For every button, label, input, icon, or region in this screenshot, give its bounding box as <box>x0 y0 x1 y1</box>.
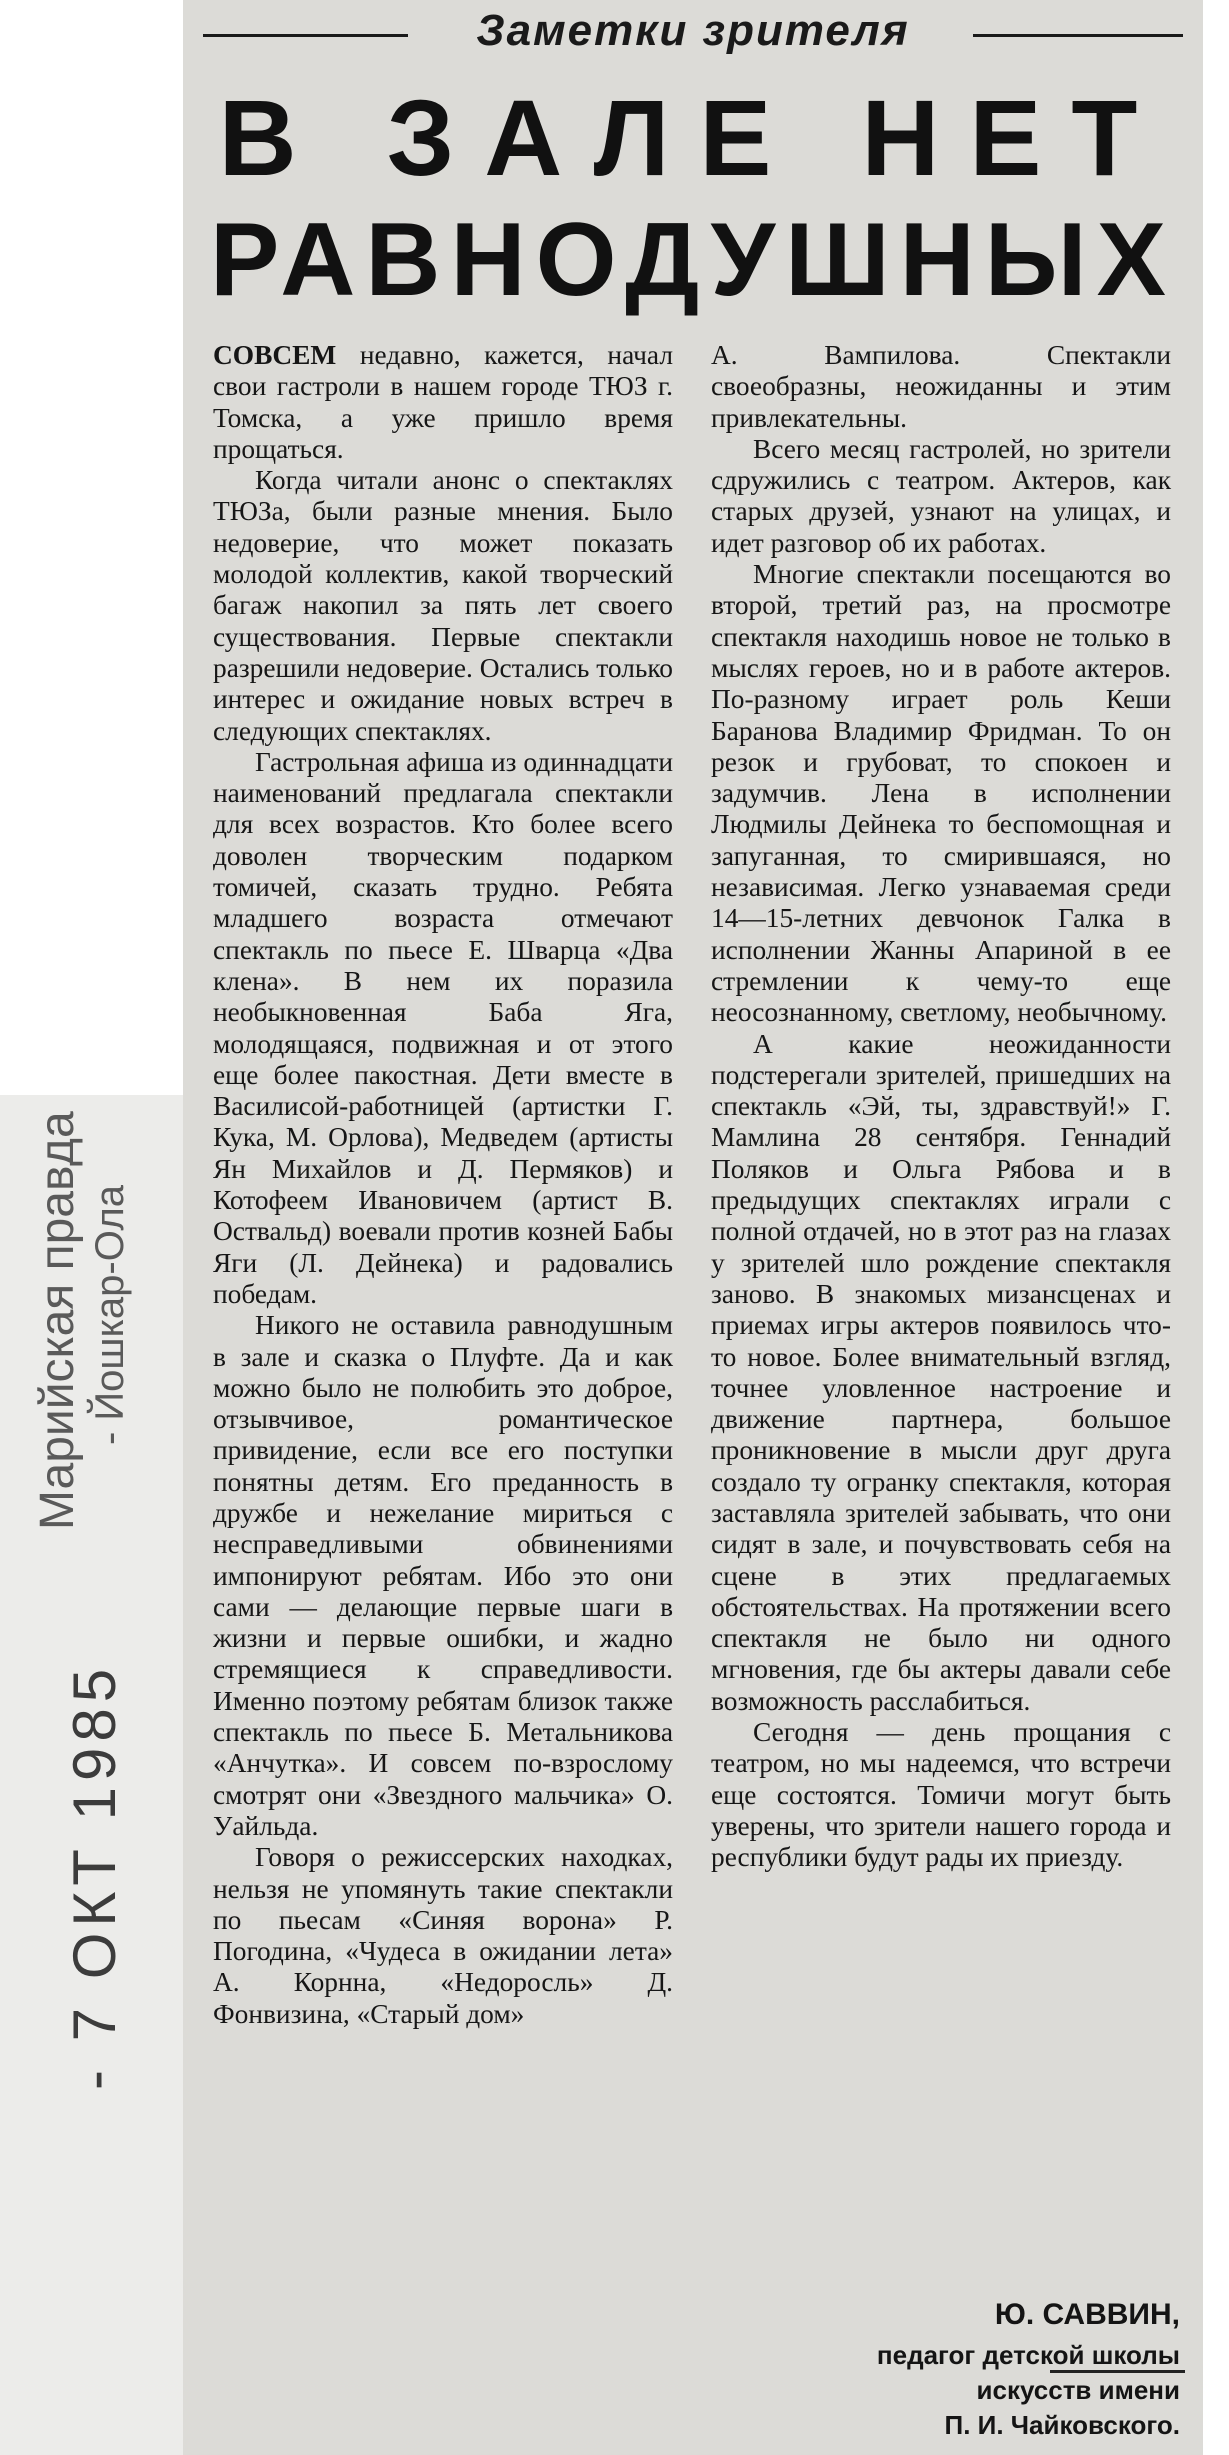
author-title-line-2: искусств имени <box>976 2375 1180 2405</box>
article-paragraph: Никого не оставила равнодушным в зале и сказка о Плуфте. Да и как можно было не полюбить это доброе, отзывчивое, романтическое привидение, если все его поступки понятны детям. Его преданность в дружбе и нежелание мириться с несправедливыми обвинениями импонируют ребятам. Ибо это они сами — делающие первые шаги в жизни и первые ошибки, и жадно стремящиеся к справедливости. Именно поэтому ребятам близок также спектакль по пьесе Б. Метальникова «Анчутка». И совсем по-взрослому смотрят они «Звездного мальчика» О. Уайльда. <box>213 1310 673 1841</box>
article-column-right <box>711 340 1171 1874</box>
article-paragraph: Сегодня — день прощания с театром, но мы надеемся, что встречи еще состоятся. Томичи могут быть уверены, что зрители нашего города и республики будут рады их приезду. <box>711 1717 1171 1873</box>
article-paragraph: Когда читали анонс о спектаклях ТЮЗа, были разные мнения. Было недоверие, что может показать молодой коллектив, какой творческий багаж накопил за пять лет своего существования. Первые спектакли разрешили недоверие. Остались только интерес и ожидание новых встреч в следующих спектаклях. <box>213 465 673 746</box>
author-title-line-1: педагог детской школы <box>876 2340 1180 2370</box>
newspaper-clipping <box>183 0 1203 2455</box>
paragraph-text: недавно, кажется, начал свои гастроли в нашем городе ТЮЗ г. Томска, а уже пришло время прощаться. <box>213 340 673 464</box>
article-paragraph: Гастрольная афиша из одиннадцати наименований предлагала спектакли для всех возрастов. Кто более всего доволен творческим подарком томичей, сказать трудно. Ребята младшего возраста отмечают спектакль по пьесе Е. Шварца «Два клена». В нем их поразила необыкновенная Баба Яга, молодящаяся, подвижная и от этого еще более пакостная. Дети вместе в Василисой-работницей (артистки Г. Кука, М. Орлова), Медведем (артисты Ян Михайлов и Д. Пермяков) и Котофеем Ивановичем (артист В. Оствальд) воевали против козней Бабы Яги (Л. Дейнека) и радовались победам. <box>213 746 673 1309</box>
date-stamp: - 7 ОКТ 1985 <box>61 1662 128 2090</box>
article-column-left <box>213 340 673 2030</box>
city-stamp: - Йошкар-Ола <box>88 1185 132 1445</box>
article-paragraph: Говоря о режиссерских находках, нельзя не упомянуть такие спектакли по пьесам «Синяя ворона» Р. Погодина, «Чудеса в ожидании лета» А. Корнна, «Недоросль» Д. Фонвизина, «Старый дом» <box>213 1842 673 2029</box>
article-paragraph <box>213 340 673 465</box>
article-paragraph: Многие спектакли посещаются во второй, третий раз, на просмотре спектакля находишь новое не только в мыслях героев, но и в работе актеров. По-разному играет роль Кеши Баранова Владимир Фридман. То он резок и грубоват, то спокоен и задумчив. Лена в исполнении Людмилы Дейнека то беспомощная и запуганная, то смирившаяся, но независимая. Легко узнаваемая среди 14—15-летних девчонок Галка в исполнении Жанны Апариной в ее стремлении к чему-то еще неосознанному, светлому, необычному. <box>711 559 1171 1028</box>
newspaper-stamp: Марийская правда <box>31 1111 84 1530</box>
lead-word: СОВСЕМ <box>213 340 337 370</box>
headline-line-2: РАВНОДУШНЫХ <box>210 202 1176 318</box>
headline-line-1: В ЗАЛЕ НЕТ <box>218 77 1168 198</box>
article-paragraph: Всего месяц гастролей, но зрители сдружились с театром. Актеров, как старых друзей, узнают на улицах, и идет разговор об их работах. <box>711 433 1171 558</box>
author-name: Ю. САВВИН, <box>994 2298 1180 2331</box>
article-paragraph: А какие неожиданности подстерегали зрителей, пришедших на спектакль «Эй, ты, здравствуй!» Г. Мамлина 28 сентября. Геннадий Поляков и Ольга Рябова и в предыдущих спектаклях играли с полной отдачей, но в этот раз на глазах у зрителей шло рождение спектакля заново. В знакомых мизансценах и приемах игры актеров появилось что-то новое. Более внимательный взгляд, точнее уловленное настроение и движение партнера, большое проникновение в мысли друг друга создало ту огранку спектакля, которая заставляла зрителей забывать, что они сидят в зале, и почувствовать себя на сцене в этих предлагаемых обстоятельствах. На протяжении всего спектакля не было ни одного мгновения, где бы актеры давали себе возможность расслабиться. <box>711 1028 1171 1716</box>
article-paragraph: А. Вампилова. Спектакли своеобразны, неожиданны и этим привлекательны. <box>711 340 1171 433</box>
author-title-line-3: П. И. Чайковского. <box>944 2410 1180 2440</box>
rubric-title: Заметки зрителя <box>476 6 910 55</box>
